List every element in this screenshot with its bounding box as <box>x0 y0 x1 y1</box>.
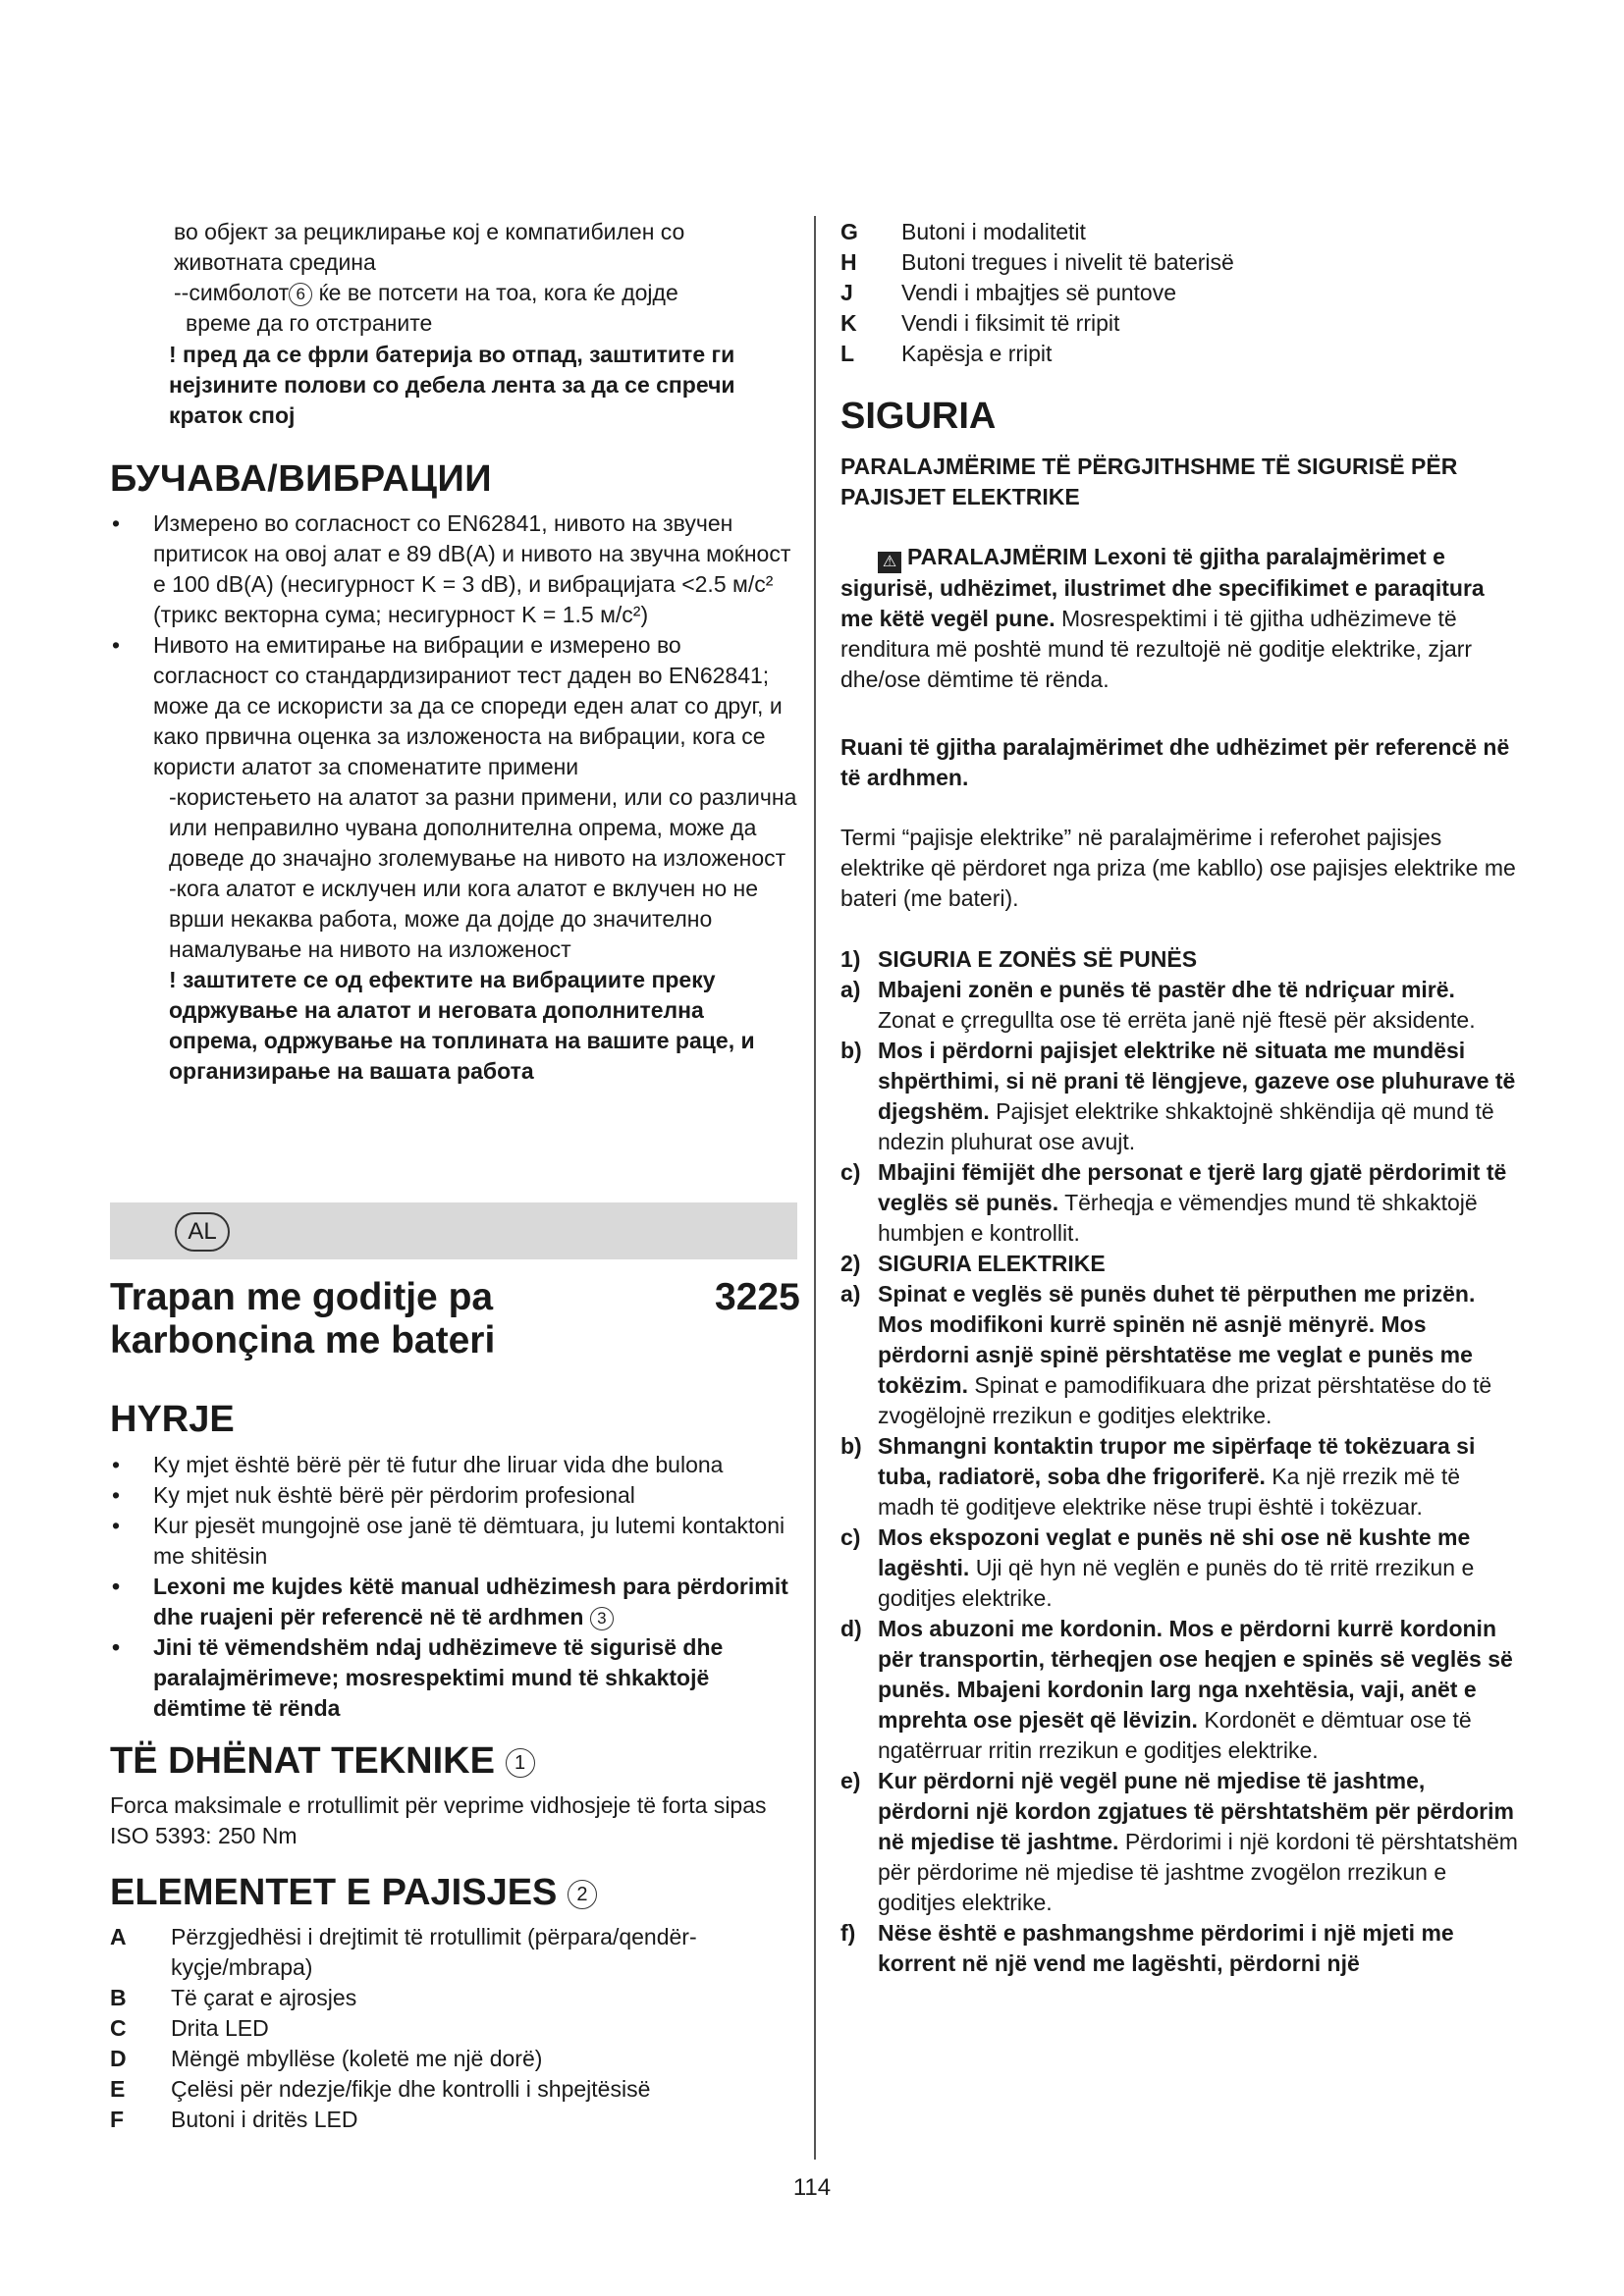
safety-rule: f) Nëse është e pashmangshme përdorimi i një mjeti me korrent në një vend me lagështi, përdorni një <box>840 1920 1454 1976</box>
column-divider <box>814 216 816 2160</box>
element-item: B Të çarat e ajrosjes <box>110 1985 357 2010</box>
symbol-note-line2: време да го отстраните <box>186 310 433 336</box>
recycling-intro <box>174 217 802 339</box>
product-title-line: Trapan me goditje pa <box>110 1276 494 1318</box>
general-warning: ⚠ PARALAJMËRIM Lexoni të gjitha paralajmërimet e sigurisë, udhëzimet, ilustrimet dhe specifikimet e paraqitura me këtë vegël pune. Mosrespektimi i të gjitha udhëzimeve të renditura më poshtë mund të rezultojë në goditje elektrike, zjarr dhe/ose dëmtime të rënda. <box>840 544 1485 692</box>
intro-line: животната средина <box>174 249 376 275</box>
hyrje-bullet: • Jini të vëmendshëm ndaj udhëzimeve të sigurisë dhe paralajmërimeve; mosrespektimi mund të shkaktojë dëmtime të rënda <box>110 1632 797 1724</box>
siguria-heading: SIGURIA <box>840 396 997 437</box>
general-safety-heading: PARALAJMËRIME TË PËRGJITHSHME TË SIGURISË PËR PAJISJET ELEKTRIKE <box>840 454 1458 509</box>
product-title-line: karbonçina me bateri <box>110 1319 496 1362</box>
section-title: 2) SIGURIA ELEKTRIKE <box>840 1251 1106 1276</box>
tech-data-heading: TË DHËNAT TEKNIKE 1 <box>110 1739 535 1783</box>
hyrje-heading: HYRJE <box>110 1399 235 1440</box>
noise-section <box>110 508 797 1087</box>
circled-number: 1 <box>506 1748 535 1778</box>
safety-rule: b) Shmangni kontaktin trupor me sipërfaqe të tokëzuara si tuba, radiatorë, soba dhe frigoriferë. Ka një rrezik më të madh të goditjeve elektrike nëse trupi është i tokëzuar. <box>840 1433 1476 1520</box>
element-item: L Kapësja e rripit <box>840 341 1053 366</box>
element-item: K Vendi i fiksimit të rripit <box>840 310 1120 336</box>
language-code-badge: AL <box>175 1212 230 1252</box>
safety-rule: b) Mos i përdorni pajisjet elektrike në situata me mundësi shpërthimi, si në prani të lëngjeve, gazeve ose pluhurave të djegshëm. Pajisjet elektrike shkaktojnë shkëndija që mund të ndezin pluhurat ose avujt. <box>840 1038 1516 1154</box>
hyrje-bullet: • Kur pjesët mungojnë ose janë të dëmtuara, ju lutemi kontaktoni me shitësin <box>110 1511 797 1572</box>
safety-rule: e) Kur përdorni një vegël pune në mjedise të jashtme, përdorni një kordon zgjatues të përshtatshëm për përdorim në mjedise të jashtme. Përdorimi i një kordoni të përshtatshëm për përdorime në mjedise të jashtme zvogëlon rrezikun e goditjes elektrike. <box>840 1768 1518 1915</box>
element-item: E Çelësi për ndezje/fikje dhe kontrolli i shpejtësisë <box>110 2076 651 2102</box>
element-item: J Vendi i mbajtjes së puntove <box>840 280 1177 305</box>
hyrje-bullet: • Ky mjet është bërë për të futur dhe liruar vida dhe bulona <box>110 1450 797 1480</box>
element-item: G Butoni i modalitetit <box>840 219 1086 244</box>
section-title: 1) SIGURIA E ZONËS SË PUNËS <box>840 946 1198 972</box>
hyrje-bullet: • Lexoni me kujdes këtë manual udhëzimesh para përdorimit dhe ruajeni për referencë në të ardhmen 3 <box>110 1572 797 1632</box>
noise-bullet: • Измерено во согласност со EN62841, нивото на звучен притисок на овој алат е 89 dB(A) и нивото на звучна моќност е 100 dB(A) (несигурност K = 3 dB), и вибрацијата <2.5 м/с² (трикс векторна сума; несигурност K = 1.5 м/с²) <box>110 508 797 630</box>
safety-rule: c) Mbajini fëmijët dhe personat e tjerë larg gjatë përdorimit të veglës së punës. Tërheqja e vëmendjes mund të shkaktojë humbjen e kontrollit. <box>840 1159 1507 1246</box>
safety-rule: a) Spinat e veglës së punës duhet të përputhen me prizën. Mos modifikoni kurrë spinën në asnjë mënyrë. Mos përdorni asnjë spinë përshtatëse me veglat e punës me tokëzim. Spinat e pamodifikuara dhe prizat përshtatëse do të zvogëlojnë rrezikun e goditjes elektrike. <box>840 1281 1492 1428</box>
noise-vibration-heading: БУЧАВА/ВИБРАЦИИ <box>110 458 493 500</box>
safety-rule: c) Mos ekspozoni veglat e punës në shi ose në kushte me lagështi. Uji që hyn në veglën e punës do të rritë rrezikun e goditjes elektrike. <box>840 1524 1475 1611</box>
element-item: A Përzgjedhësi i drejtimit të rrotullimit (përpara/qendër-kyçje/mbrapa) <box>110 1924 697 1980</box>
elements-list-left <box>110 1922 797 2135</box>
circled-number: 2 <box>568 1880 597 1909</box>
element-item: F Butoni i dritës LED <box>110 2107 358 2132</box>
tech-data-text: Forca maksimale e rrotullimit për veprime vidhosjeje të forta sipas ISO 5393: 250 Nm <box>110 1792 767 1848</box>
noise-subitem: -кога алатот е исклучен или кога алатот е вклучен но не врши некаква работа, може да дојде до значително намалување на нивото на изложеност <box>169 876 759 962</box>
intro-line: во објект за рециклирање кој е компатибилен со <box>174 219 685 244</box>
symbol-note: --симболот 6 ќе ве потсети на тоа, кога ќе дојде <box>174 280 678 305</box>
element-item: D Mëngë mbyllëse (koletë me një dorë) <box>110 2046 543 2071</box>
product-title <box>110 1276 495 1362</box>
page-number: 114 <box>792 2174 832 2201</box>
elements-list-right <box>840 217 1518 369</box>
model-number: 3225 <box>715 1276 800 1318</box>
element-item: H Butoni tregues i nivelit të baterisë <box>840 249 1234 275</box>
keep-instructions: Ruani të gjitha paralajmërimet dhe udhëzimet për referencë në të ardhmen. <box>840 734 1510 790</box>
noise-bullet: • Нивото на емитирање на вибрации е измерено во согласност со стандардизираниот тест даден во EN62841; може да се искористи за да се спореди еден алат со друг, и како првична оценка за изложеноста на вибрации, кога се користи алатот за споменатите примени <box>110 630 797 782</box>
safety-rule: a) Mbajeni zonën e punës të pastër dhe të ndriçuar mirë. Zonat e çrregullta ose të errëta janë një ftesë për aksidente. <box>840 977 1476 1033</box>
vibration-warning: ! заштитете се од ефектите на вибрациите преку одржување на алатот и неговата дополнителна опрема, одржување на топлината на вашите раце, и организирање на вашата работа <box>169 967 755 1084</box>
warning-triangle-icon: ⚠ <box>878 552 901 573</box>
hyrje-list <box>110 1450 797 1724</box>
noise-subitem: -користењето на алатот за разни примени, или со различна или неправилно чувана дополнителна опрема, може да доведе до значајно зголемување на нивото на изложеност <box>169 784 797 871</box>
circled-number: 6 <box>289 283 312 306</box>
hyrje-bullet: • Ky mjet nuk është bërë për përdorim profesional <box>110 1480 797 1511</box>
term-definition: Termi “pajisje elektrike” në paralajmërime i referohet pajisjes elektrike që përdoret nga priza (me kabllo) ose pajisjes elektrike me bateri (me bateri). <box>840 825 1516 911</box>
safety-rule: d) Mos abuzoni me kordonin. Mos e përdorni kurrë kordonin për transportin, tërheqjen ose heqjen e spinës së veglës së punës. Mbajeni kordonin larg nga nxehtësia, vaji, anët e mprehta ose pjesët që lëvizin. Kordonët e dëmtuar ose të ngatërruar rritin rrezikun e goditjes elektrike. <box>840 1616 1513 1763</box>
safety-rules <box>840 944 1518 1979</box>
battery-warning: ! пред да се фрли батерија во отпад, заштитите ги нејзините полови со дебела лента за да се спречи краток спој <box>169 342 735 428</box>
language-band <box>110 1202 797 1259</box>
circled-number: 3 <box>590 1607 614 1630</box>
element-item: C Drita LED <box>110 2015 269 2041</box>
elements-heading: ELEMENTET E PAJISJES 2 <box>110 1871 597 1914</box>
